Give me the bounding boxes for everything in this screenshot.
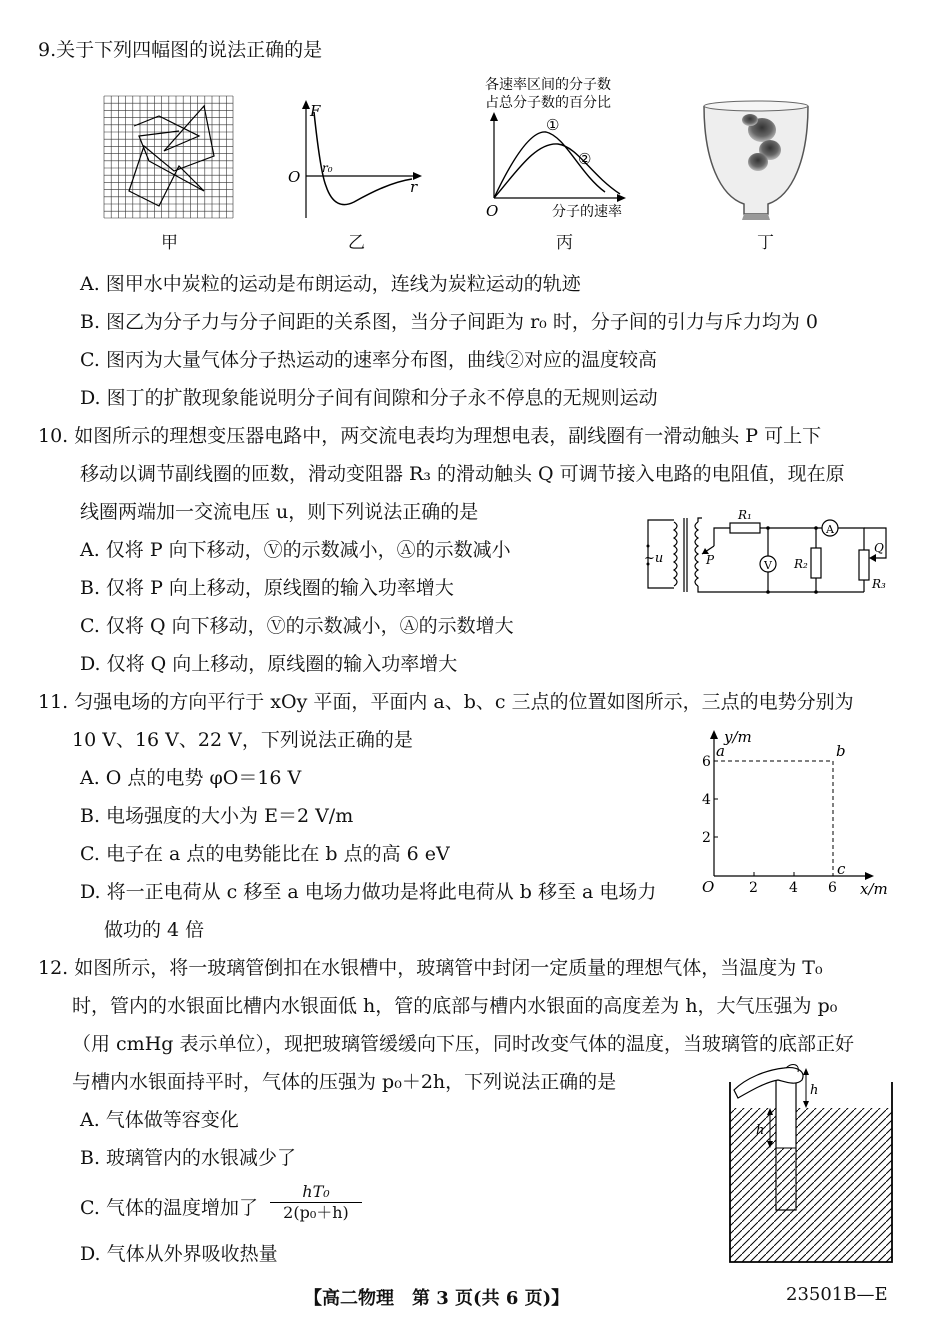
q11-stem-2: 10 V、16 V、22 V，下列说法正确的是 bbox=[72, 729, 413, 751]
circuit-ammeter-label: A bbox=[826, 523, 834, 536]
yi-r-label: r bbox=[410, 178, 418, 196]
graph-origin: O bbox=[702, 878, 715, 896]
circuit-P-label: P bbox=[706, 553, 715, 567]
q12-mercury-tank-diagram bbox=[726, 1062, 896, 1264]
q12-option-c-prefix: C. 气体的温度增加了 bbox=[80, 1197, 258, 1219]
graph-xtick-6: 6 bbox=[828, 880, 837, 896]
q12-option-c-fraction bbox=[270, 1182, 362, 1223]
footer-page-info: 【高二物理 第 3 页(共 6 页)】 bbox=[304, 1288, 570, 1309]
q10-stem-1: 10. 如图所示的理想变压器电路中，两交流电表均为理想电表，副线圈有一滑动触头 P 可上下 bbox=[38, 425, 822, 447]
q10-circuit-diagram bbox=[640, 506, 900, 600]
fig-jia-caption: 甲 bbox=[161, 233, 178, 253]
q11-option-d-1: D. 将一正电荷从 c 移至 a 电场力做功是将此电荷从 b 移至 a 电场力 bbox=[80, 881, 657, 903]
fig-ding-caption: 丁 bbox=[757, 233, 774, 253]
q10-option-b: B. 仅将 P 向上移动，原线圈的输入功率增大 bbox=[80, 577, 454, 599]
circuit-voltmeter-label: V bbox=[764, 559, 772, 572]
bing-ylabel-2: 占总分子数的百分比 bbox=[485, 95, 611, 111]
q11-option-b: B. 电场强度的大小为 E＝2 V/m bbox=[80, 805, 354, 827]
q11-coordinate-graph bbox=[700, 726, 900, 898]
bing-curve-2-label: ② bbox=[578, 150, 592, 168]
circuit-Q-label: Q bbox=[874, 541, 884, 555]
q11-option-a: A. O 点的电势 φO＝16 V bbox=[80, 767, 302, 789]
q12-stem-1: 12. 如图所示，将一玻璃管倒扣在水银槽中，玻璃管中封闭一定质量的理想气体，当温度为 T₀ bbox=[38, 957, 823, 979]
graph-xtick-4: 4 bbox=[789, 880, 798, 896]
fig-yi-force-curve bbox=[282, 100, 422, 222]
fig-jia-brownian bbox=[104, 96, 234, 220]
yi-O-label: O bbox=[288, 168, 301, 186]
q12-option-b: B. 玻璃管内的水银减少了 bbox=[80, 1147, 297, 1169]
q12-stem-4: 与槽内水银面持平时，气体的压强为 p₀＋2h，下列说法正确的是 bbox=[72, 1071, 617, 1093]
graph-point-c: c bbox=[837, 860, 846, 878]
q10-stem-3: 线圈两端加一交流电压 u，则下列说法正确的是 bbox=[80, 501, 479, 523]
graph-ytick-4: 4 bbox=[702, 792, 711, 808]
footer-code: 23501B—E bbox=[786, 1284, 888, 1305]
yi-F-label: F bbox=[310, 102, 321, 120]
graph-point-b: b bbox=[836, 742, 846, 760]
q9-option-a: A. 图甲水中炭粒的运动是布朗运动，连线为炭粒运动的轨迹 bbox=[80, 273, 581, 295]
bing-ylabel-1: 各速率区间的分子数 bbox=[485, 77, 611, 93]
circuit-R2-label: R₂ bbox=[794, 557, 808, 571]
q10-stem-2: 移动以调节副线圈的匝数，滑动变阻器 R₃ 的滑动触头 Q 可调节接入电路的电阻值，现在原 bbox=[80, 463, 845, 485]
graph-ytick-6: 6 bbox=[702, 754, 711, 770]
circuit-R3-label: R₃ bbox=[872, 577, 886, 591]
bing-curve-1-label: ① bbox=[546, 116, 560, 134]
fig-ding-diffusion bbox=[700, 100, 812, 222]
q11-stem-1: 11. 匀强电场的方向平行于 xOy 平面，平面内 a、b、c 三点的位置如图所示，三点的电势分别为 bbox=[38, 691, 854, 713]
graph-xtick-2: 2 bbox=[749, 880, 758, 896]
bing-O-label: O bbox=[486, 202, 499, 220]
tank-h-label-1: h bbox=[810, 1083, 819, 1098]
q11-option-c: C. 电子在 a 点的电势能比在 b 点的高 6 eV bbox=[80, 843, 450, 865]
q12-stem-2: 时，管内的水银面比槽内水银面低 h，管的底部与槽内水银面的高度差为 h，大气压强为 p₀ bbox=[72, 995, 838, 1017]
q9-stem: 9.关于下列四幅图的说法正确的是 bbox=[38, 39, 323, 61]
yi-r0-label: r₀ bbox=[322, 161, 333, 175]
fig-bing-caption: 丙 bbox=[556, 233, 573, 253]
fig-yi-caption: 乙 bbox=[348, 233, 365, 253]
circuit-R1-label: R₁ bbox=[738, 508, 752, 522]
q10-option-d: D. 仅将 Q 向上移动，原线圈的输入功率增大 bbox=[80, 653, 458, 675]
graph-point-a: a bbox=[716, 742, 725, 760]
fraction-denominator: 2(p₀＋h) bbox=[270, 1202, 362, 1223]
tank-h-label-2: h bbox=[756, 1123, 765, 1138]
q9-option-c: C. 图丙为大量气体分子热运动的速率分布图，曲线②对应的温度较高 bbox=[80, 349, 657, 371]
circuit-u-label: ~u bbox=[644, 551, 664, 566]
q12-option-a: A. 气体做等容变化 bbox=[80, 1109, 239, 1131]
bing-xlabel: 分子的速率 bbox=[552, 204, 622, 220]
fraction-numerator: hT₀ bbox=[302, 1182, 330, 1201]
q11-option-d-2: 做功的 4 倍 bbox=[104, 919, 205, 941]
q9-option-d: D. 图丁的扩散现象能说明分子间有间隙和分子永不停息的无规则运动 bbox=[80, 387, 658, 409]
q12-stem-3: （用 cmHg 表示单位），现把玻璃管缓缓向下压，同时改变气体的温度，当玻璃管的底部正好 bbox=[72, 1033, 854, 1055]
q10-option-a: A. 仅将 P 向下移动，Ⓥ的示数减小，Ⓐ的示数减小 bbox=[80, 539, 511, 561]
graph-xlabel: x/m bbox=[860, 880, 888, 898]
graph-ylabel: y/m bbox=[724, 728, 752, 746]
q12-option-d: D. 气体从外界吸收热量 bbox=[80, 1243, 278, 1265]
graph-ytick-2: 2 bbox=[702, 830, 711, 846]
q10-option-c: C. 仅将 Q 向下移动，Ⓥ的示数减小，Ⓐ的示数增大 bbox=[80, 615, 514, 637]
fig-bing-speed-distribution bbox=[480, 74, 650, 224]
q9-option-b: B. 图乙为分子力与分子间距的关系图，当分子间距为 r₀ 时，分子间的引力与斥力均为 0 bbox=[80, 311, 818, 333]
